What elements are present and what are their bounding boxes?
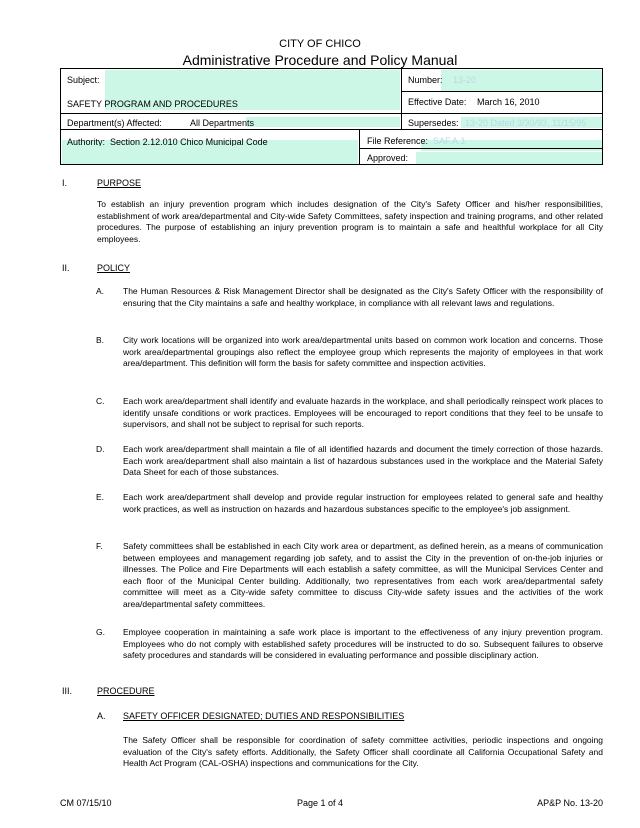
purpose-text: To establish an injury prevention program which includes designation of the City's Safety Officer and his/her responsibilities, establishment of work area/departmental and City-wide Safety Committees, safety inspection and training programs, and other related procedures. The purpose of establishing an injury prevention program is to maintain a safe and healthful workplace for all City employees. [97,199,603,244]
item-letter: C. [96,396,105,406]
approved-field-bg [416,152,602,164]
divider [401,91,603,92]
subject-value[interactable]: SAFETY PROGRAM AND PROCEDURES [67,99,238,109]
number-label: Number: [408,75,443,85]
divider [401,69,402,129]
file-ref-label: File Reference: [367,136,429,146]
supersedes-value[interactable]: 13-20 Dated 3/30/93, 11/15/95 [465,118,587,128]
item-letter: A. [97,711,106,721]
approved-label: Approved: [367,153,409,163]
section-number: I. [62,178,68,188]
authority-value[interactable]: Section 2.12.010 Chico Municipal Code [110,137,268,146]
dept-label: Department(s) Affected: [67,118,162,128]
supersedes-label: Supersedes: [408,118,459,128]
authority-text [67,137,268,146]
header-form [60,68,603,165]
item-text: Each work area/department shall maintain a file of all identified hazards and document the timely correction of those hazards. Each work area/department shall also maintain a list of hazardous substances used in the workplace and the Material Safety Data Sheet for each of those substances. [123,444,603,478]
item-letter: E. [96,492,105,502]
footer-revision: CM 07/15/10 [60,798,112,808]
item-letter: A. [96,286,105,296]
footer-doc-number: AP&P No. 13-20 [537,798,603,808]
procedure-text: The Safety Officer shall be responsible for coordination of safety committee activities, periodic inspections and ongoing evaluation of the City's safety efforts. Additionally, the Safety Officer shall coordinate all California Occupational Safety and Health Act Program (CAL-OSHA) inspections and communications for the City. [123,735,603,769]
policy-item [96,541,603,611]
subject-label: Subject: [67,75,100,85]
number-value[interactable]: 13-20 [453,75,477,85]
item-text: The Human Resources & Risk Management Director shall be designated as the City's Safety Officer with the responsibility of ensuring that the City maintains a safe and healthy workplace, in compliance with all relevant laws and regulations. [123,286,603,308]
manual-title: Administrative Procedure and Policy Manual [182,52,458,68]
section-title: POLICY [97,263,131,273]
policy-item [96,335,603,370]
item-text: Employee cooperation in maintaining a safe work place is important to the effectiveness of any injury prevention program. Employees who do not comply with established safety procedures will be instructed to do so. Subsequent failures to observe safety procedures and standards will be considered in evaluating performance and possible disciplinary action. [123,627,603,661]
item-text: Safety committees shall be established in each City work area or department, as defined herein, as a means of communication between employees and management regarding job safety, and to assist the City in the prevention of on-the-job injuries or illnesses. The Police and Fire Departments will each establish a safety committee, as will the Municipal Services Center and each floor of the Municipal Center building. Additionally, two representatives from each work area/departmental safety committee will meet as a City-wide safety committee to discuss City-wide safety issues and the activities of the work area/departmental safety committees. [123,541,603,609]
divider [61,129,603,130]
effective-label: Effective Date: [408,97,467,107]
divider [359,129,360,165]
item-letter: D. [96,444,105,454]
section-title: PROCEDURE [97,686,155,696]
policy-item [96,396,603,431]
file-ref-text [367,136,466,146]
policy-item [96,627,603,662]
item-letter: B. [96,335,105,345]
divider [359,148,603,149]
item-letter: F. [96,541,103,551]
file-ref-value[interactable]: SAF.A.1 [433,136,466,146]
policy-item [96,286,603,309]
subheading-title: SAFETY OFFICER DESIGNATED; DUTIES AND RESPONSIBILITIES [123,711,405,721]
dept-value[interactable]: All Departments [190,118,255,128]
item-text: Each work area/department shall develop and provide regular instruction for employees related to general safe and healthy work practices, as well as instruction on hazards and hazardous substances specific to the employee's job assignment. [123,492,603,514]
effective-value[interactable]: March 16, 2010 [477,97,540,107]
policy-item [96,492,603,515]
org-name: CITY OF CHICO [279,38,361,50]
dept-field-bg [246,117,400,127]
authority-label: Authority: [67,137,106,146]
item-text: Each work area/department shall identify and evaluate hazards in the workplace, and shall periodically reinspect work places to identify unsafe conditions or work practices. Employees will be encouraged to report conditions that they feel to be unsafe to supervisors, and shall not be subject to reprisal for such reports. [123,396,603,430]
item-letter: G. [96,627,105,637]
item-text: City work locations will be organized into work area/departmental units based on common work location and concerns. Those work area/departmental groupings also reflect the employee group which represents the majority of employees in that work area/department. This definition will form the basis for safety committee and inspection activities. [123,335,603,369]
policy-item [96,444,603,479]
footer-page-number: Page 1 of 4 [296,798,344,808]
section-number: III. [62,686,73,696]
divider [61,113,603,114]
section-title: PURPOSE [97,178,142,188]
section-number: II. [62,263,70,273]
